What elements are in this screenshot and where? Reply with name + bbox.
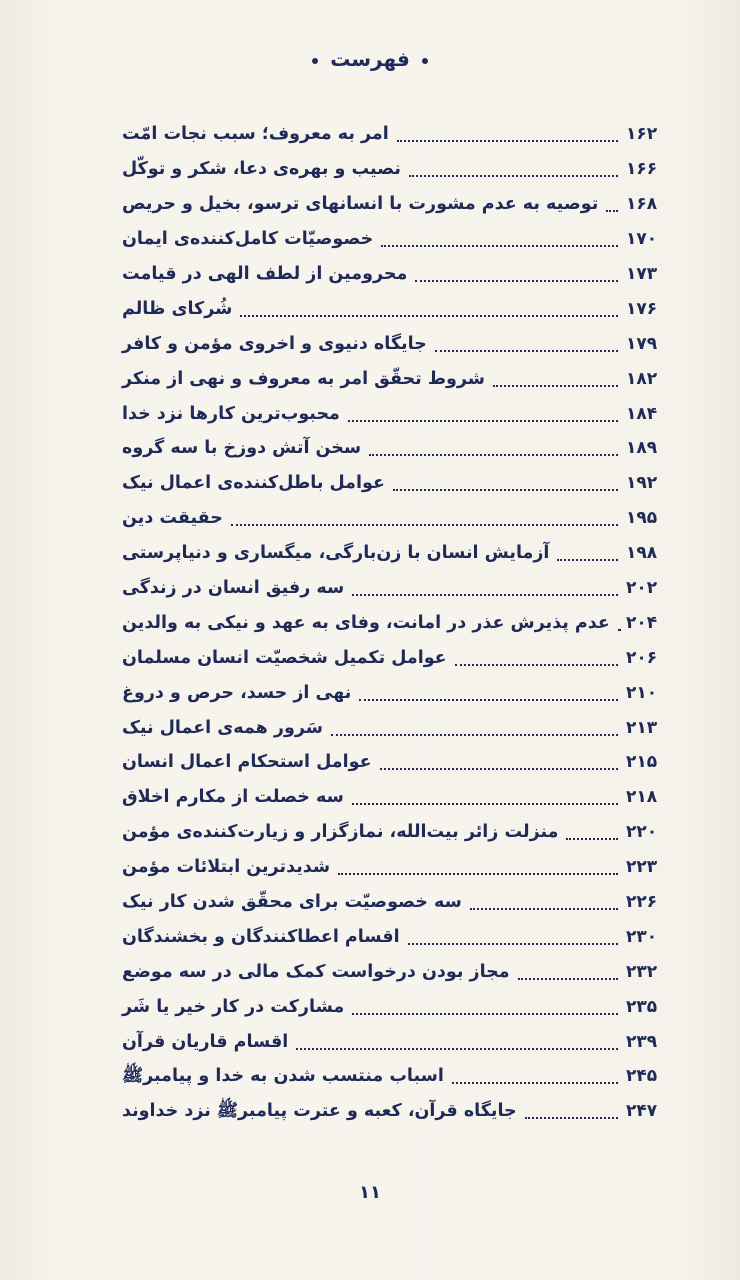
toc-entry-page-number: ۱۶۶	[626, 159, 658, 180]
header-dot-right	[422, 58, 428, 64]
toc-entry-title: خصوصیّات کامل‌کننده‌ی ایمان	[122, 229, 374, 250]
toc-entry	[122, 1059, 666, 1094]
toc-dot-leader	[525, 1117, 618, 1119]
page-header	[0, 44, 740, 74]
toc-entry-page-number: ۲۰۲	[626, 578, 658, 599]
toc-entry	[122, 501, 666, 536]
page-number: ۱۱	[359, 1182, 381, 1203]
toc-entry	[122, 571, 666, 606]
header-dot-left	[312, 58, 318, 64]
toc-dot-leader	[338, 873, 618, 875]
toc-entry-page-number: ۲۱۵	[626, 752, 658, 773]
toc-entry-page-number: ۲۳۰	[626, 926, 658, 947]
toc-entry	[122, 954, 666, 989]
toc-entry-title: عوامل استحکام اعمال انسان	[122, 752, 372, 773]
toc-entry	[122, 675, 666, 710]
toc-entry	[122, 780, 666, 815]
toc-dot-leader	[296, 1048, 618, 1050]
toc-entry-page-number: ۲۲۰	[626, 822, 658, 843]
toc-entry	[122, 710, 666, 745]
toc-entry	[122, 396, 666, 431]
toc-entry	[122, 291, 666, 326]
toc-entry	[122, 1094, 666, 1129]
toc-dot-leader	[455, 664, 618, 666]
toc-entry-page-number: ۱۷۰	[626, 229, 658, 250]
toc-entry	[122, 361, 666, 396]
toc-entry-title: عوامل تکمیل شخصیّت انسان مسلمان	[122, 647, 447, 668]
toc-entry-page-number: ۱۷۶	[626, 298, 658, 319]
toc-entry-title: سَرور همه‌ی اعمال نیک	[122, 717, 323, 738]
toc-dot-leader	[452, 1082, 618, 1084]
toc-dot-leader	[415, 280, 618, 282]
toc-dot-leader	[393, 489, 618, 491]
toc-entry	[122, 815, 666, 850]
toc-dot-leader	[493, 385, 618, 387]
toc-entry	[122, 850, 666, 885]
toc-entry-page-number: ۲۱۸	[626, 787, 658, 808]
toc-entry-title: اقسام قاریان قرآن	[122, 1031, 289, 1052]
toc-entry-title: شروط تحقّق امر به معروف و نهی از منکر	[122, 368, 485, 389]
toc-entry-page-number: ۲۳۵	[626, 996, 658, 1017]
toc-entry-title: شُرکای ظالم	[122, 298, 233, 319]
toc-entry-page-number: ۲۰۶	[626, 647, 658, 668]
toc-dot-leader	[331, 734, 618, 736]
toc-dot-leader	[380, 768, 618, 770]
toc-dot-leader	[518, 978, 618, 980]
toc-dot-leader	[566, 838, 618, 840]
toc-entry	[122, 326, 666, 361]
toc-entry-title: اقسام اعطاکنندگان و بخشندگان	[122, 926, 400, 947]
toc-entry-page-number: ۲۴۵	[626, 1066, 658, 1087]
toc-dot-leader	[359, 699, 618, 701]
toc-dot-leader	[409, 175, 618, 177]
toc-dot-leader	[369, 454, 618, 456]
toc-entry-title: توصیه به عدم مشورت با انسانهای ترسو، بخیل و حریص	[122, 194, 599, 215]
toc-entry-title: عوامل باطل‌کننده‌ی اعمال نیک	[122, 473, 385, 494]
toc-entry	[122, 536, 666, 571]
toc-entry-page-number: ۲۴۷	[626, 1101, 658, 1122]
toc-entry-page-number: ۲۱۰	[626, 682, 658, 703]
toc-dot-leader	[352, 803, 618, 805]
toc-entry-title: امر به معروف؛ سبب نجات امّت	[122, 124, 389, 145]
toc-entry-title: محرومین از لطف الهی در قیامت	[122, 264, 408, 284]
toc-entry	[122, 466, 666, 501]
toc-entry-page-number: ۱۸۲	[626, 368, 658, 389]
toc-entry-title: نهی از حسد، حرص و دروغ	[122, 682, 352, 703]
toc-entry-page-number: ۱۹۸	[626, 543, 658, 564]
toc-entry-title: سه خصوصیّت برای محقّق شدن کار نیک	[122, 892, 462, 913]
toc-entry	[122, 187, 666, 222]
table-of-contents	[122, 117, 666, 1129]
toc-entry-page-number: ۲۲۶	[626, 892, 658, 913]
toc-entry	[122, 745, 666, 780]
toc-entry-page-number: ۱۶۲	[626, 124, 658, 145]
toc-entry-page-number: ۲۳۲	[626, 961, 658, 982]
toc-entry-page-number: ۱۷۳	[626, 264, 658, 284]
toc-entry-page-number: ۱۹۵	[626, 508, 658, 529]
toc-entry	[122, 919, 666, 954]
toc-entry-title: منزلت زائر بیت‌الله، نمازگزار و زیارت‌کننده‌ی مؤمن	[122, 822, 559, 843]
toc-entry	[122, 640, 666, 675]
toc-dot-leader	[240, 315, 618, 317]
toc-entry-page-number: ۱۸۴	[626, 403, 658, 424]
toc-entry-title: آزمایش انسان با زن‌بارگی، میگساری و دنیاپرستی	[122, 543, 550, 564]
toc-entry	[122, 257, 666, 292]
toc-entry-page-number: ۱۹۲	[626, 473, 658, 494]
toc-entry-title: سه خصلت از مکارم اخلاق	[122, 787, 344, 808]
toc-entry	[122, 885, 666, 920]
toc-entry	[122, 431, 666, 466]
toc-entry-title: سخن آتش دوزخ با سه گروه	[122, 438, 362, 459]
toc-entry-title: اسباب منتسب شدن به خدا و پیامبرﷺ	[122, 1066, 444, 1087]
toc-dot-leader	[352, 594, 618, 596]
toc-entry-title: سه رفیق انسان در زندگی	[122, 578, 345, 599]
toc-entry-page-number: ۱۷۹	[626, 333, 658, 354]
toc-entry-page-number: ۲۲۳	[626, 857, 658, 878]
toc-dot-leader	[381, 245, 618, 247]
toc-entry-page-number: ۱۶۸	[626, 194, 658, 215]
toc-entry	[122, 989, 666, 1024]
toc-entry-page-number: ۲۱۳	[626, 717, 658, 738]
toc-entry-title: عدم پذیرش عذر در امانت، وفای به عهد و نیکی به والدین	[122, 612, 610, 633]
toc-entry	[122, 222, 666, 257]
toc-dot-leader	[557, 559, 618, 561]
page-title: فهرست	[330, 47, 410, 71]
toc-entry	[122, 117, 666, 152]
toc-entry-title: نصیب و بهره‌ی دعا، شکر و توکّل	[122, 159, 401, 180]
toc-dot-leader	[435, 350, 618, 352]
toc-dot-leader	[397, 140, 618, 142]
toc-entry-page-number: ۲۰۴	[626, 612, 658, 633]
toc-entry-page-number: ۲۳۹	[626, 1031, 658, 1052]
toc-dot-leader	[606, 210, 618, 212]
toc-entry-title: محبوب‌ترین کارها نزد خدا	[122, 403, 340, 424]
toc-dot-leader	[470, 908, 618, 910]
toc-dot-leader	[348, 420, 618, 422]
toc-entry-title: مشارکت در کار خیر یا شَر	[122, 996, 345, 1017]
toc-entry	[122, 605, 666, 640]
toc-entry-title: حقیقت دین	[122, 508, 223, 529]
toc-entry-title: مجاز بودن درخواست کمک مالی در سه موضع	[122, 961, 510, 982]
toc-entry-title: شدیدترین ابتلائات مؤمن	[122, 857, 331, 878]
toc-dot-leader	[352, 1013, 618, 1015]
toc-entry-page-number: ۱۸۹	[626, 438, 658, 459]
toc-entry	[122, 152, 666, 187]
toc-dot-leader	[408, 943, 618, 945]
toc-entry	[122, 1024, 666, 1059]
toc-entry-title: جایگاه دنیوی و اخروی مؤمن و کافر	[122, 333, 427, 354]
toc-dot-leader	[231, 524, 618, 526]
toc-entry-title: جایگاه قرآن، کعبه و عترت پیامبرﷺ نزد خداوند	[122, 1101, 517, 1122]
